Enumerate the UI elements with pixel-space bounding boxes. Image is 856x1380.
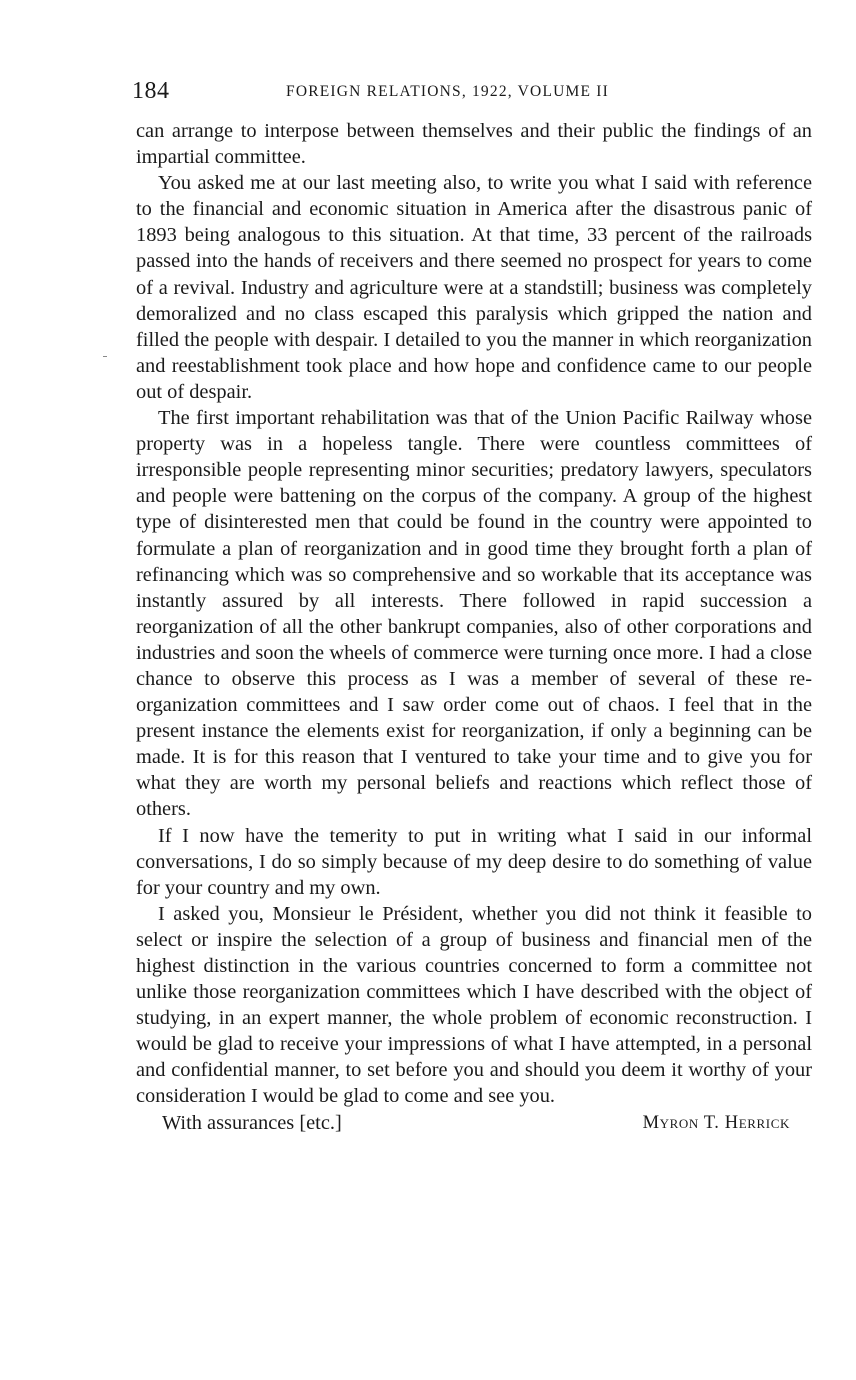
running-title: FOREIGN RELATIONS, 1922, VOLUME II: [286, 83, 609, 100]
closing-line: [136, 1110, 812, 1136]
margin-mark: [103, 356, 107, 357]
paragraph-continuation: can arrange to interpose between themselves and their public the findings of an impartial committee.: [136, 120, 812, 169]
running-head: [132, 78, 812, 118]
document-page: [132, 78, 812, 1136]
paragraph-union-pacific: The first important rehabilitation was that of the Union Pacific Railway whose property was in a hopeless tangle. There were countless committees of irresponsible people representing minor securities; predatory lawyers, speculators and people were battening on the corpus of the company. A group of the highest type of disinterested men that could be found in the country were appointed to formulate a plan of reorganization and in good time they brought forth a plan of refinancing which was so comprehensive and so workable that its acceptance was instantly assured by all interests. There followed in rapid succession a reorganization of all the other bankrupt companies, also of other corporations and industries and soon the wheels of commerce were turning once more. I had a close chance to observe this process as I was a member of several of these reorganization committees and I saw order come out of chaos. I feel that in the present instance the elements exist for reorganization, if only a beginning can be made. It is for this reason that I ventured to take your time and to give you for what they are worth my personal beliefs and reactions which reflect those of others.: [136, 407, 812, 821]
letter-body: [136, 118, 812, 1110]
signature: Myron T. Herrick: [642, 1112, 790, 1133]
page-number: 184: [132, 78, 170, 104]
paragraph-panic-1893: You asked me at our last meeting also, to write you what I said with reference to the financial and economic situation in America after the disastrous panic of 1893 being analogous to this situation. At that time, 33 percent of the railroads passed into the hands of receivers and there seemed no prospect for years to come of a revival. Industry and agriculture were at a standstill; business was completely demoralized and no class escaped this paralysis which gripped the nation and filled the people with despair. I detailed to you the manner in which reorganization and reestablishment took place and how hope and confidence came to our people out of despair.: [136, 172, 812, 403]
paragraph-temerity: If I now have the temerity to put in writing what I said in our informal conversations, I do so simply because of my deep desire to do something of value for your country and my own.: [136, 824, 812, 899]
paragraph-proposal: I asked you, Monsieur le Président, whether you did not think it feasible to select or inspire the selection of a group of business and financial men of the highest distinction in the various countries concerned to form a committee not unlike those reorganization committees which I have described with the object of studying, in an expert manner, the whole problem of economic reconstruction. I would be glad to receive your impressions of what I have attempted, in a personal and confidential manner, to set before you and should you deem it worthy of your consideration I would be glad to come and see you.: [136, 902, 812, 1108]
closing-text: With assurances [etc.]: [162, 1111, 342, 1134]
